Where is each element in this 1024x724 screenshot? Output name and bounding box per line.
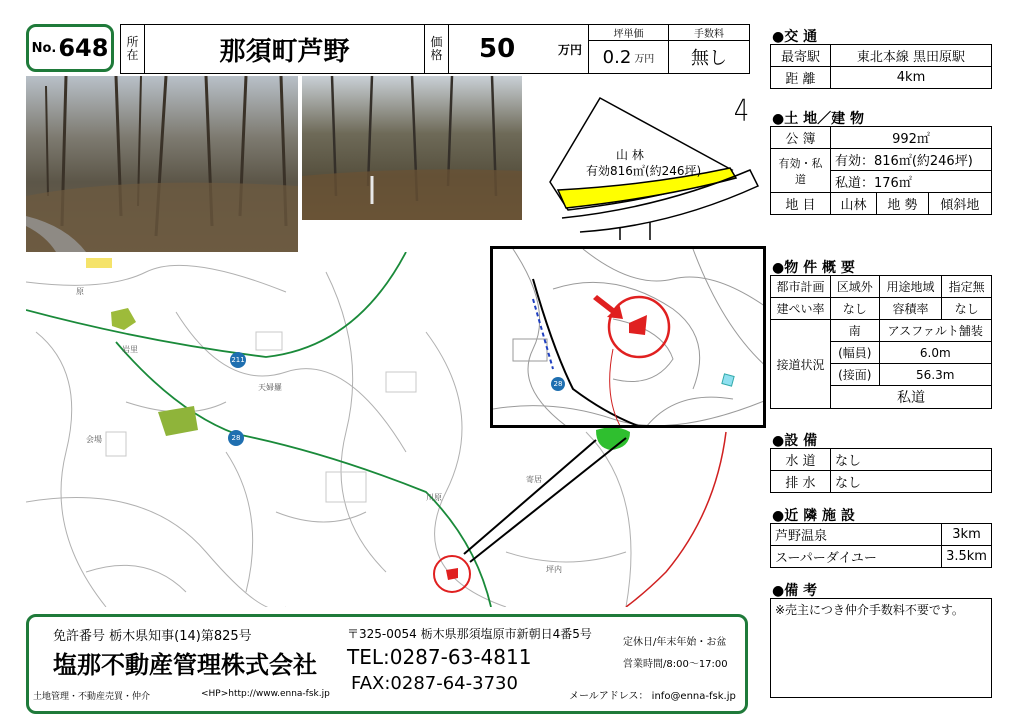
width-value: 6.0m	[879, 342, 991, 364]
property-number-badge: No. 648	[26, 24, 114, 72]
road-type: 私道	[831, 386, 992, 409]
road-label: 接道状況	[771, 320, 831, 409]
north-arrow-icon: 4	[733, 94, 750, 129]
notes-title: ●備 考	[772, 583, 818, 599]
route-211-badge: 211	[230, 352, 246, 368]
forest-photo-1-graphic	[26, 76, 298, 252]
station-value: 東北本線 黒田原駅	[831, 45, 992, 67]
svg-text:岩里: 岩里	[122, 345, 138, 354]
company-fax: FAX:0287-64-3730	[351, 673, 518, 694]
city-plan-value: 区域外	[831, 276, 880, 298]
svg-text:寄居: 寄居	[526, 475, 542, 484]
land-table	[770, 126, 992, 215]
transport-title: ●交 通	[772, 29, 818, 45]
frontage-value: 56.3m	[879, 364, 991, 386]
unit-price-cell	[589, 25, 669, 73]
property-photo-2	[302, 76, 522, 220]
width-label: (幅員)	[831, 342, 880, 364]
road-direction: 南	[831, 320, 880, 342]
price-label: 価格	[425, 25, 449, 73]
property-photo-1	[26, 76, 298, 252]
distance-value: 4km	[831, 67, 992, 89]
company-tel: TEL:0287-63-4811	[347, 645, 532, 669]
public-value: 992㎡	[831, 127, 992, 149]
city-plan-label: 都市計画	[771, 276, 831, 298]
terrain-value: 傾斜地	[928, 193, 991, 215]
price-value: 50	[479, 34, 516, 64]
water-value: なし	[831, 449, 992, 471]
company-address: 〒325-0054 栃木県那須塩原市新朝日4番5号	[347, 627, 592, 641]
chimoku-value: 山林	[831, 193, 877, 215]
inset-map-graphic	[493, 249, 766, 428]
notes-box: ※売主につき仲介手数料不要です。	[770, 598, 992, 698]
public-label: 公 簿	[771, 127, 831, 149]
header-bar	[120, 24, 750, 74]
use-zone-value: 指定無	[942, 276, 992, 298]
overview-table	[770, 275, 992, 409]
use-zone-label: 用途地域	[879, 276, 942, 298]
inset-route-28-badge: 28	[551, 377, 565, 391]
drain-label: 排 水	[771, 471, 831, 493]
email-address[interactable]: メールアドレス： info@enna-fsk.jp	[569, 691, 736, 702]
bcr-label: 建ぺい率	[771, 298, 831, 320]
license-number: 免許番号 栃木県知事(14)第825号	[53, 629, 252, 644]
nearby-name: 芦野温泉	[771, 524, 942, 546]
road-surface: アスファルト舗装	[879, 320, 991, 342]
route-28-badge: 28	[228, 430, 244, 446]
nearby-table	[770, 523, 992, 568]
company-name: 塩那不動産管理株式会社	[53, 651, 317, 679]
fee-value: 無し	[691, 48, 727, 69]
fee-label: 手数料	[669, 25, 749, 41]
facilities-title: ●設 備	[772, 433, 818, 449]
fee-cell	[669, 25, 749, 73]
far-label: 容積率	[879, 298, 942, 320]
unit-price-value: 0.2	[602, 46, 632, 68]
location-value: 那須町芦野	[145, 25, 425, 73]
frontage-label: (接面)	[831, 364, 880, 386]
holiday-info: 定休日/年末年始・お盆	[623, 637, 727, 648]
location-label: 所在	[121, 25, 145, 73]
lot-land-type: 山 林	[616, 148, 644, 162]
overview-title: ●物 件 概 要	[772, 260, 855, 276]
transport-table	[770, 44, 992, 89]
nearby-item	[771, 524, 992, 546]
lot-area-text: 有効816㎡(約246坪)	[586, 164, 702, 178]
price-cell	[449, 25, 589, 73]
effective-label: 有効・私道	[771, 149, 831, 193]
business-hours: 営業時間/8:00～17:00	[623, 659, 728, 670]
far-value: なし	[942, 298, 992, 320]
facilities-table	[770, 448, 992, 493]
inset-map	[490, 246, 766, 428]
svg-text:原: 原	[76, 287, 84, 296]
chimoku-label: 地 目	[771, 193, 831, 215]
svg-text:坪内: 坪内	[546, 565, 562, 574]
nearby-name: スーパーダイユー	[771, 546, 942, 568]
distance-label: 距 離	[771, 67, 831, 89]
effective-value: 有効：816㎡(約246坪)	[831, 149, 992, 171]
land-title: ●土 地／建 物	[772, 111, 864, 127]
svg-text:会場: 会場	[86, 435, 102, 444]
nearby-distance: 3km	[942, 524, 992, 546]
bcr-value: なし	[831, 298, 880, 320]
services: 土地管理・不動産売買・仲介	[33, 692, 151, 702]
homepage-link[interactable]: <HP>http://www.enna-fsk.jp	[201, 689, 330, 699]
svg-text:天婦羅: 天婦羅	[258, 383, 282, 392]
forest-photo-2-graphic	[302, 76, 522, 220]
unit-price-label: 坪単価	[589, 25, 668, 41]
svg-text:川原: 川原	[426, 493, 442, 502]
drain-value: なし	[831, 471, 992, 493]
terrain-label: 地 勢	[877, 193, 929, 215]
price-unit: 万円	[557, 42, 582, 57]
nearby-item	[771, 546, 992, 568]
private-road-value: 私道：176㎡	[831, 171, 992, 193]
nearby-title: ●近 隣 施 設	[772, 508, 855, 524]
nearby-distance: 3.5km	[942, 546, 992, 568]
station-label: 最寄駅	[771, 45, 831, 67]
company-footer	[26, 614, 748, 714]
unit-price-unit: 万円	[634, 53, 655, 65]
water-label: 水 道	[771, 449, 831, 471]
